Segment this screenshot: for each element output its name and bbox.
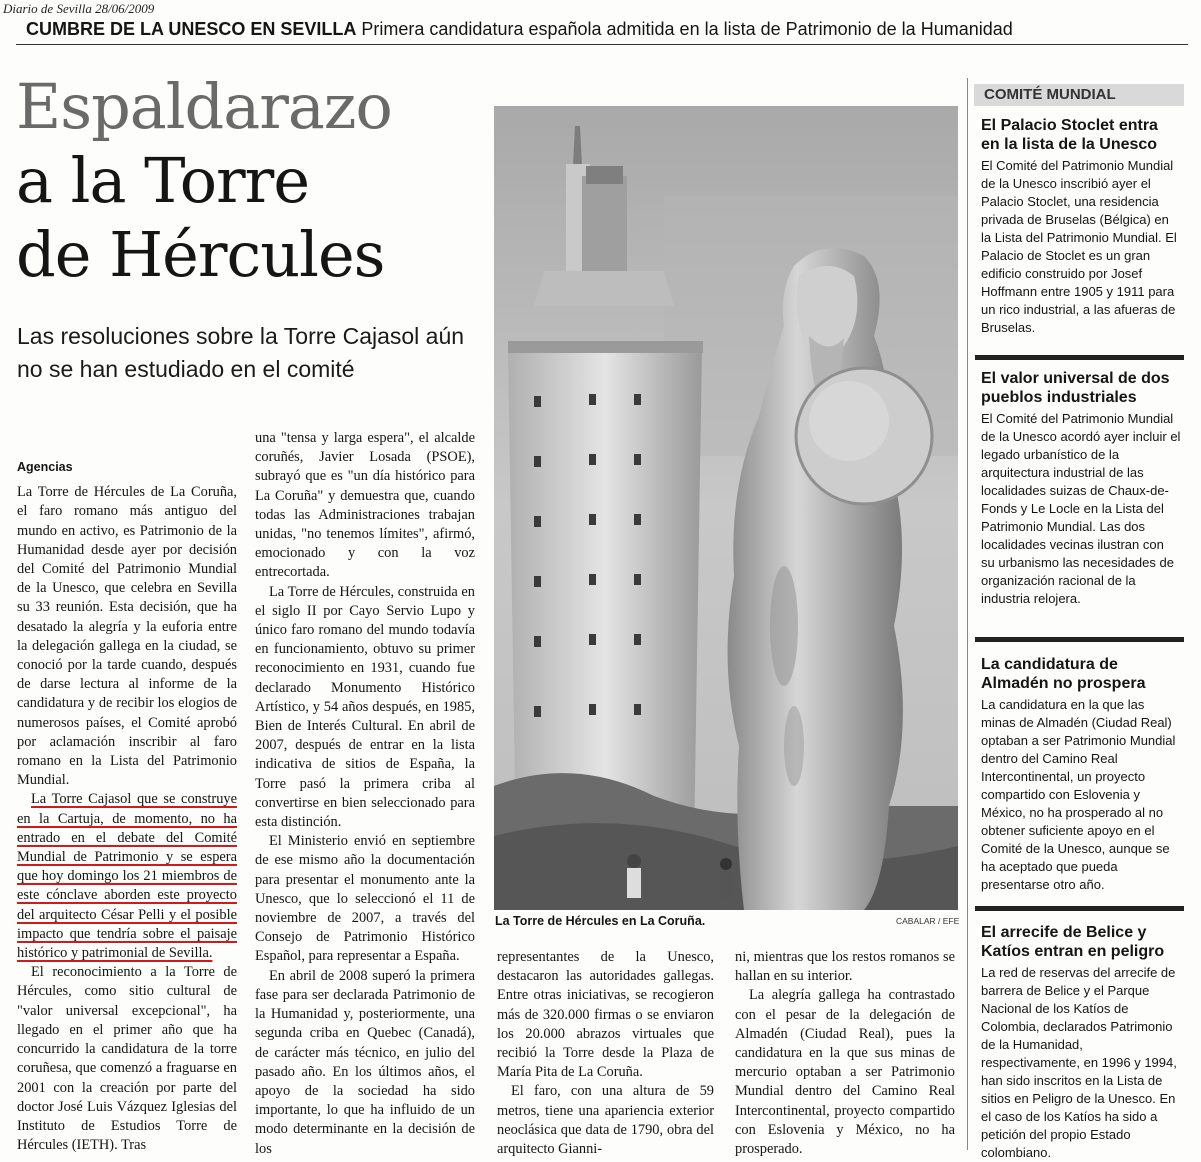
sidebar-divider (975, 637, 1184, 642)
sidebar-item-text: El Comité del Patrimonio Mundial de la Unesco acordó ayer incluir el legado urbanístico de la arquitectura industrial de las localidades suizas de Chaux-de-Fonds y Le Locle en la Lista del Patrimonio Mundial. Las dos localidades vecinas ilustran con su urbanismo las necesidades de organización racional de la industria relojera. (981, 411, 1181, 606)
paragraph: ni, mientras que los restos romanos se hallan en su interior. (735, 949, 955, 985)
sidebar-item-almaden (981, 655, 1181, 894)
top-rule (16, 44, 1188, 45)
article-column-2 (255, 429, 475, 1159)
photo-torre-de-hercules (494, 106, 958, 910)
kicker-section: CUMBRE DE LA UNESCO EN SEVILLA (26, 19, 357, 39)
paragraph: En abril de 2008 superó la primera fase para ser declarada Patrimonio de la Humanidad y, posteriormente, una segunda criba en Quebec (Canadá), de carácter más técnico, en julio del pasado año. En los últimos años, el apoyo de la sociedad ha sido importante, lo que ha influido de un modo determinante en la decisión de los (255, 967, 475, 1157)
paragraph: La Torre de Hércules de La Coruña, el faro romano más antiguo del mundo en activo, es Patrimonio de la Humanidad desde ayer por decisión del Comité del Patrimonio Mundial de la Unesco, que celebra en Sevilla su 33 reunión. Esta decisión, que ha desatado la alegría y la euforia entre la delegación gallega en la ciudad, se conoció por la tarde cuando, después de darse lectura al informe de la candidatura y de recibir los elogios de numerosos países, el Comité aprobó por aclamación inscribir al faro romano en la Lista del Patrimonio Mundial. (17, 484, 237, 789)
article-column-1 (17, 458, 237, 1155)
article-column-3 (497, 948, 714, 1159)
photo-credit: CABALAR / EFE (896, 916, 960, 926)
paragraph: La Torre de Hércules, construida en el siglo II por Cayo Servio Lupo y único faro romano del mundo todavía en funcionamiento, obtuvo su primer reconocimiento en 1931, cuando fue declarado Monumento Histórico Artístico, y 54 años después, en 1985, Bien de Interés Cultural. En abril de 2007, después de entrar en la lista indicativa de sitios de España, la Torre pasó la primera criba al convertirse en bien seleccionado para esta distinción. (255, 583, 475, 831)
sidebar-divider (975, 906, 1184, 911)
sidebar-label: COMITÉ MUNDIAL (974, 84, 1184, 106)
paragraph: El reconocimiento a la Torre de Hércules, como sitio cultural de "valor universal excepcional", ha llegado en el primer año que ha concurrido la candidatura de la torre coruñesa, que comenzó a fraguarse en 2001 con la creación por parte del doctor José Luis Vázquez Iglesias del Instituto de Estudios Torre de Hércules (IETH). Tras (17, 964, 237, 1154)
sidebar-item-title: El valor universal de dos pueblos industriales (981, 370, 1170, 406)
sidebar-item-text: La candidatura en la que las minas de Almadén (Ciudad Real) optaban a ser Patrimonio Mundial dentro del Camino Real Intercontinental, un proyecto compartido con Eslovenia y México, no ha prosperado al no obtener suficiente apoyo en el Comité de la Unesco, aunque se ha aceptado que pueda presentarse otro año. (981, 697, 1176, 892)
paragraph: El Ministerio envió en septiembre de ese mismo año la documentación para presentar el monumento ante la Unesco, que lo seleccionó el 11 de noviembre de 2007, a través del Consejo de Patrimonio Histórico Español, para representar a España. (255, 833, 475, 965)
byline: Agencias (17, 460, 73, 474)
paragraph: una "tensa y larga espera", el alcalde coruñés, Javier Losada (PSOE), subrayó que es "un día histórico para La Coruña" y demuestra que, cuando todas las Administraciones trabajan unidas, "no tenemos límites", afirmó, emocionado y con la voz entrecortada. (255, 430, 475, 581)
sidebar-item-title: La candidatura de Almadén no prospera (981, 656, 1146, 692)
kicker-text: Primera candidatura española admitida en la lista de Patrimonio de la Humanidad (361, 19, 1013, 39)
paragraph: representantes de la Unesco, destacaron las autoridades gallegas. Entre otras iniciativas, se recogieron más de 320.000 firmas o se enviaron los 20.000 abrazos virtuales que recibió la Torre desde la Plaza de María Pita de La Coruña. (497, 949, 714, 1081)
red-underlined-text: La Torre Cajasol que se construye en la Cartuja, de momento, no ha entrado en el debate del Comité Mundial de Patrimonio y se espera que hoy domingo los 21 miembros de este cónclave aborden este proyecto del arquitecto César Pelli y el posible impacto que tendría sobre el paisaje histórico y patrimonial de Sevilla. (17, 791, 237, 962)
lighthouse-photo-icon (494, 106, 958, 910)
paragraph: La alegría gallega ha contrastado con el pesar de la delegación de Almadén (Ciudad Real), pues la candidatura en la que sus minas de mercurio optaban a ser Patrimonio Mundial dentro del Camino Real Intercontinental, proyecto compartido con Eslovenia y México, no ha prosperado. (735, 987, 955, 1158)
sidebar-item-stoclet (981, 116, 1181, 337)
sidebar-item-title: El Palacio Stoclet entra en la lista de la Unesco (981, 117, 1158, 153)
photo-caption: La Torre de Hércules en La Coruña. (495, 914, 706, 928)
headline-line-3: de Hércules (16, 218, 385, 291)
sidebar-item-text: El Comité del Patrimonio Mundial de la Unesco inscribió ayer el Palacio Stoclet, una residencia privada de Bruselas (Bélgica) en la Lista del Patrimonio Mundial. El Palacio de Stoclet es un gran edificio construido por Josef Hoffmann entre 1905 y 1911 para un rico industrial, a las afueras de Bruselas. (981, 158, 1177, 335)
paragraph: El faro, con una altura de 59 metros, tiene una apariencia exterior neoclásica que data de 1790, obra del arquitecto Gianni- (497, 1083, 714, 1158)
highlighted-paragraph (17, 790, 237, 963)
sidebar-item-belice-katios (981, 923, 1181, 1162)
article-column-4 (735, 948, 955, 1159)
sidebar-divider (975, 355, 1184, 360)
sidebar-item-pueblos-industriales (981, 369, 1181, 608)
headline (16, 70, 486, 292)
subheadline: Las resoluciones sobre la Torre Cajasol aún no se han estudiado en el comité (17, 323, 465, 382)
headline-line-1: Espaldarazo (16, 70, 392, 143)
source-date: Diario de Sevilla 28/06/2009 (3, 1, 155, 16)
sidebar-item-text: La red de reservas del arrecife de barrera de Belice y el Parque Nacional de los Katíos de Colombia, declarados Patrimonio de la Humanidad, respectivamente, en 1996 y 1994, han sido inscritos en la Lista de sitios en Peligro de la Unesco. En el caso de los Katíos ha sido a petición del propio Estado colombiano. (981, 965, 1177, 1160)
kicker (26, 19, 1013, 40)
headline-line-2: a la Torre (16, 144, 310, 217)
sidebar-item-title: El arrecife de Belice y Katíos entran en peligro (981, 924, 1165, 960)
